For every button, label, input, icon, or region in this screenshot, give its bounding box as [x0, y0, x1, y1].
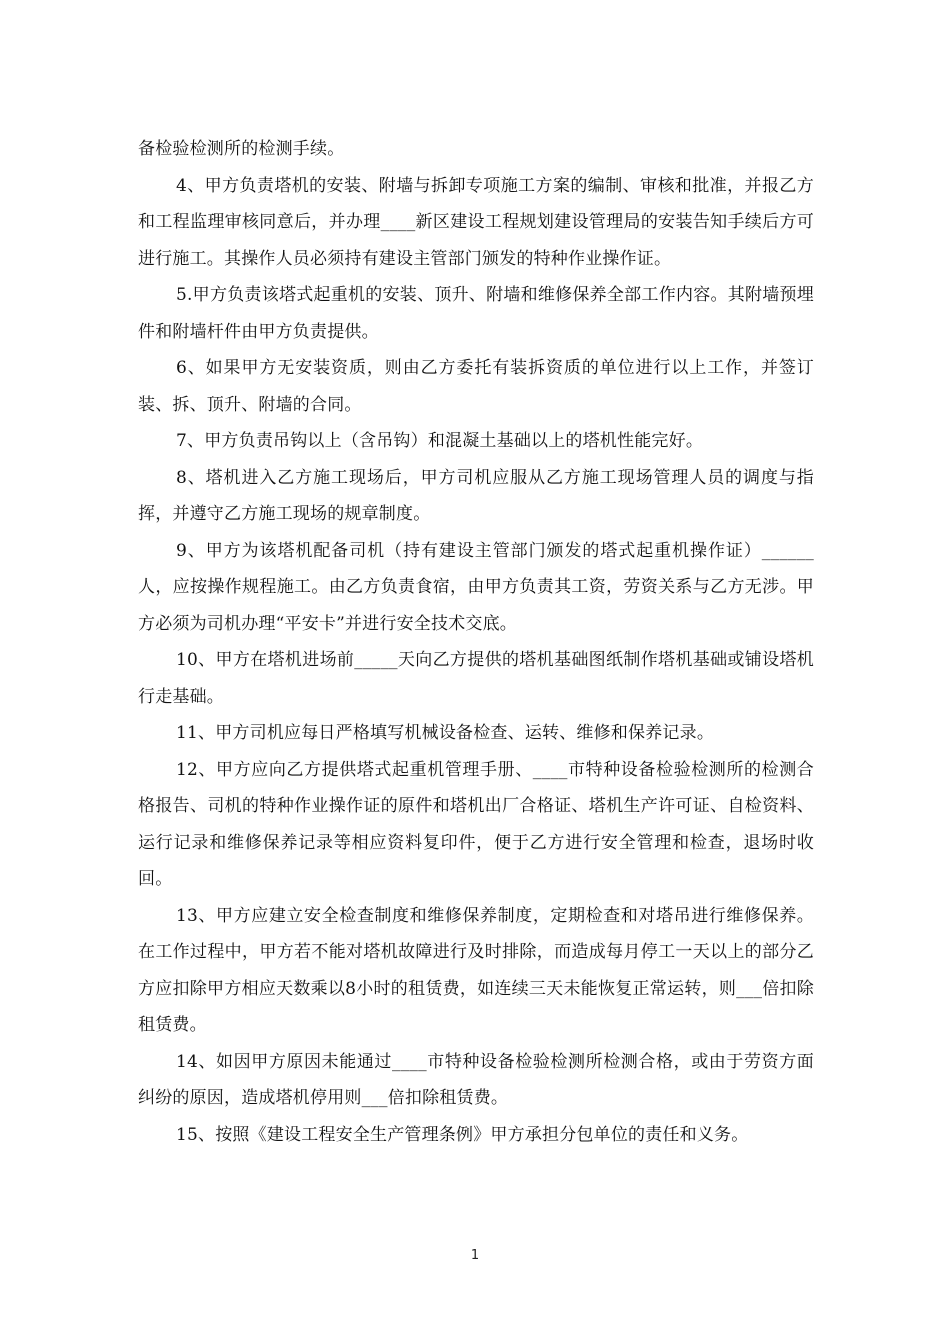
paragraph-clause-13: 13、甲方应建立安全检查制度和维修保养制度，定期检查和对塔吊进行维修保养。在工作过程中，甲方若不能对塔机故障进行及时排除，而造成每月停工一天以上的部分乙方应扣除甲方相应天数乘以8小时的租赁费，如连续三天未能恢复正常运转，则___倍扣除租赁费。: [138, 905, 814, 1035]
paragraph-clause-5: 5.甲方负责该塔式起重机的安装、顶升、附墙和维修保养全部工作内容。其附墙预埋件和附墙杆件由甲方负责提供。: [138, 285, 814, 342]
paragraph-clause-15: 15、按照《建设工程安全生产管理条例》甲方承担分包单位的责任和义务。: [176, 1124, 749, 1145]
paragraph-clause-12: 12、甲方应向乙方提供塔式起重机管理手册、____市特种设备检验检测所的检测合格报告、司机的特种作业操作证的原件和塔机出厂合格证、塔机生产许可证、自检资料、运行记录和维修保养记录等相应资料复印件，便于乙方进行安全管理和检查，退场时收回。: [138, 759, 814, 889]
paragraph-clause-8: 8、塔机进入乙方施工现场后，甲方司机应服从乙方施工现场管理人员的调度与指挥，并遵守乙方施工现场的规章制度。: [138, 467, 814, 524]
paragraph-clause-6: 6、如果甲方无安装资质，则由乙方委托有装拆资质的单位进行以上工作，并签订装、拆、顶升、附墙的合同。: [138, 358, 814, 415]
paragraph-clause-11: 11、甲方司机应每日严格填写机械设备检查、运转、维修和保养记录。: [176, 723, 715, 743]
paragraph-clause-9: 9、甲方为该塔机配备司机（持有建设主管部门颁发的塔式起重机操作证）______人，应按操作规程施工。由乙方负责食宿，由甲方负责其工资，劳资关系与乙方无涉。甲方必须为司机办理“平安卡”并进行安全技术交底。: [138, 540, 814, 634]
paragraph-continuation: 备检验检测所的检测手续。: [138, 139, 345, 159]
document-body: [138, 131, 814, 1153]
paragraph-clause-14: 14、如因甲方原因未能通过____市特种设备检验检测所检测合格，或由于劳资方面纠纷的原因，造成塔机停用则___倍扣除租赁费。: [138, 1051, 814, 1108]
paragraph-clause-4: 4、甲方负责塔机的安装、附墙与拆卸专项施工方案的编制、审核和批准，并报乙方和工程监理审核同意后，并办理____新区建设工程规划建设管理局的安装告知手续后方可进行施工。其操作人员必须持有建设主管部门颁发的特种作业操作证。: [138, 175, 814, 269]
paragraph-clause-10: 10、甲方在塔机进场前_____天向乙方提供的塔机基础图纸制作塔机基础或铺设塔机行走基础。: [138, 650, 814, 707]
page-number: 1: [470, 1248, 480, 1263]
paragraph-clause-7: 7、甲方负责吊钩以上（含吊钩）和混凝土基础以上的塔机性能完好。: [176, 431, 704, 451]
